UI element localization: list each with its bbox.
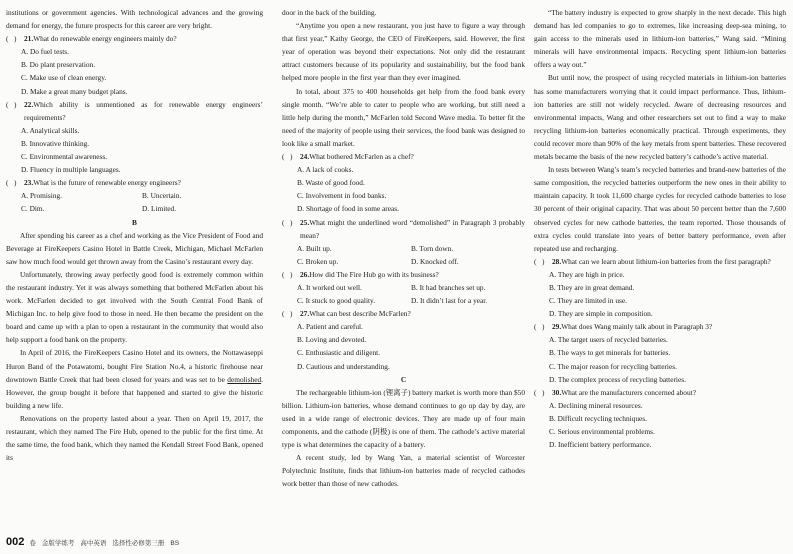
question-text: What are the manufacturers concerned about? bbox=[561, 387, 696, 397]
option-a: A. Built up. bbox=[297, 243, 332, 253]
option-b: B. The ways to get minerals for batteries. bbox=[549, 348, 671, 358]
option-d: D. Knocked off. bbox=[411, 256, 459, 266]
option-a: A. Promising. bbox=[21, 191, 63, 201]
footer-edition: BS bbox=[170, 540, 180, 547]
footer-book: 选择性必修第三册 bbox=[112, 540, 165, 547]
question-number: 27. bbox=[300, 309, 310, 319]
section-heading-b: B bbox=[132, 217, 137, 227]
question-number: 22. bbox=[24, 99, 34, 109]
question-number: 23. bbox=[24, 178, 34, 188]
question-24: ( ) 24.What bothered McFarlen as a chef? bbox=[282, 152, 414, 162]
option-b: B. It had branches set up. bbox=[411, 282, 486, 292]
option-c: C. They are limited in use. bbox=[549, 296, 627, 306]
passage-b-paragraph-1: After spending his career as a chef and working as the Vice President of Food and Beverage at FireKeepers Casino Hotel in Battle Creek, Michigan, Michael McFarlen saw how much food would get thrown away from the Casino’s restaurant every day. bbox=[6, 230, 263, 266]
options-row bbox=[282, 281, 525, 294]
column-2 bbox=[282, 6, 525, 490]
page-footer bbox=[6, 536, 185, 548]
options-row bbox=[282, 294, 525, 307]
page-number: 002 bbox=[6, 536, 25, 548]
question-23: ( ) 23.What is the future of renewable energy engineers? bbox=[6, 178, 181, 188]
underlined-word: demolished bbox=[227, 374, 262, 384]
option-d: D. Limited. bbox=[142, 204, 177, 214]
option-a: A. Declining mineral resources. bbox=[549, 400, 643, 410]
option-a: A. Analytical skills. bbox=[21, 125, 80, 135]
option-c: C. It stuck to good quality. bbox=[297, 296, 376, 306]
options-row bbox=[6, 202, 263, 215]
option-c: C. Enthusiastic and diligent. bbox=[297, 348, 381, 358]
option-c: C. Serious environmental problems. bbox=[549, 427, 655, 436]
question-29: ( ) 29.What does Wang mainly talk about in Paragraph 3? bbox=[534, 322, 713, 332]
passage-b-paragraph-5: “Anytime you open a new restaurant, you just have to figure a way through that first year,” Kathy George, the CEO of FireKeepers, said. However, the first year of operation was beyond their expectations. Not only did the restaurant attract customers because of its popularity and sustainability, but the food bank helped more people in the first year than they ever imagined. bbox=[282, 21, 525, 83]
passage-c-paragraph-2: A recent study, led by Wang Yan, a material scientist of Worcester Polytechnic Institute, finds that lithium-ion batteries made of recycled cathodes work better than those of new cathodes. bbox=[282, 453, 525, 489]
question-number: 26. bbox=[300, 269, 310, 279]
option-b: B. Do plant preservation. bbox=[21, 60, 96, 70]
option-b: B. Innovative thinking. bbox=[21, 138, 90, 148]
option-d: D. They are simple in composition. bbox=[549, 309, 653, 319]
paragraph-text: In April of 2016, the FireKeepers Casino Hotel and its owners, the Nottawaseppi Huron Band of the Potawatomi, bought Fire Station No.4, a historic firehouse near downtown Battle Creek that had been closed for years and was set to be bbox=[6, 348, 263, 384]
option-b: B. Torn down. bbox=[411, 243, 454, 253]
passage-b-paragraph-6: In total, about 375 to 400 households get help from the food bank every single month. “We’re able to cater to people who are working, but still need a little help during the month,” McFarlen told Second Wave media. To better fit the need of the majority of people using their services, the food bank was designed to look like a small market. bbox=[282, 86, 525, 148]
option-b: B. Difficult recycling techniques. bbox=[549, 413, 647, 423]
options-row bbox=[282, 242, 525, 255]
options-row bbox=[6, 189, 263, 202]
question-number: 24. bbox=[300, 152, 310, 162]
option-b: B. They are in great demand. bbox=[549, 282, 635, 292]
question-text: Which ability is unmentioned as for renewable energy engineers’ requirements? bbox=[24, 99, 263, 122]
option-c: C. The major reason for recycling batteries. bbox=[549, 361, 677, 371]
question-number: 30. bbox=[552, 387, 562, 397]
question-text: What bothered McFarlen as a chef? bbox=[309, 152, 414, 162]
option-c: C. Dim. bbox=[21, 204, 45, 214]
question-text: What is the future of renewable energy engineers? bbox=[33, 178, 181, 188]
column-3 bbox=[534, 6, 786, 451]
question-text: How did The Fire Hub go with its business? bbox=[309, 269, 439, 279]
option-d: D. It didn’t last for a year. bbox=[411, 296, 488, 306]
question-number: 29. bbox=[552, 322, 562, 332]
passage-b-paragraph-4: Renovations on the property lasted about a year. Then on April 19, 2017, the restaurant, which they named The Fire Hub, opened to the public for the first time. At the same time, the food bank, which they named the Kendall Street Food Bank, opened its bbox=[6, 413, 263, 463]
footer-label: 卷 bbox=[29, 540, 36, 547]
options-row bbox=[282, 255, 525, 268]
question-text: What do renewable energy engineers mainly do? bbox=[33, 34, 177, 44]
passage-c-paragraph-1: The rechargeable lithium-ion (锂离子) battery market is worth more than $50 billion. Lithium-ion batteries, whose demand continues to go up day by day, are used in a wide range of electronic devices. They are made up of four main components, and the cathode (阴极) is one of them. The cathode’s active material type is what determines the capacity of a battery. bbox=[282, 387, 525, 450]
option-c: C. Broken up. bbox=[297, 256, 339, 266]
question-text: What can we learn about lithium-ion batteries from the first paragraph? bbox=[561, 256, 771, 266]
option-c: C. Make use of clean energy. bbox=[21, 73, 107, 83]
option-b: B. Uncertain. bbox=[142, 191, 182, 201]
question-21: ( ) 21.What do renewable energy engineers mainly do? bbox=[6, 34, 177, 44]
question-text: What does Wang mainly talk about in Paragraph 3? bbox=[561, 322, 713, 332]
question-number: 28. bbox=[552, 256, 562, 266]
passage-c-paragraph-5: In tests between Wang’s team’s recycled batteries and brand-new batteries of the same composition, the recycled batteries outperform the new ones in their ability to maintain capacity. It took 11,600 charge cycles for recycled cathode batteries to lose 30 percent of their original capacity. That was about 50 percent better than the 7,600 observed cycles for new cathode batteries, the team reported. Those thousands of extra cycles could translate into years of better battery performance, even after repeated use and recharging. bbox=[534, 165, 786, 253]
option-d: D. Inefficient battery performance. bbox=[549, 440, 652, 450]
question-30: ( ) 30.What are the manufacturers concerned about? bbox=[534, 387, 696, 397]
question-number: 21. bbox=[24, 34, 34, 44]
option-d: D. Make a great many budget plans. bbox=[21, 86, 128, 96]
passage-b-paragraph-2: Unfortunately, throwing away perfectly good food is extremely common within the restaurant industry. Yet it was always something that bothered McFarlen about his work. McFarlen decided to get involved with the South Central Food Bank of Michigan Inc. to help give food to those in need. He then became the president on the board and came up with a plan to open a restaurant in the community that would also help support a food bank on the property. bbox=[6, 269, 263, 345]
question-27: ( ) 27.What can best describe McFarlen? bbox=[282, 309, 411, 319]
option-c: C. Environmental awareness. bbox=[21, 152, 108, 162]
passage-b-paragraph-3 bbox=[6, 346, 263, 411]
question-number: 25. bbox=[300, 217, 310, 227]
option-a: A. They are high in price. bbox=[549, 269, 625, 279]
footer-series: 金版学练考 bbox=[41, 540, 75, 547]
option-a: A. The target users of recycled batteries. bbox=[549, 335, 668, 345]
paragraph-text: . However, the group bought it before that happened and started to give the historic building a new life. bbox=[6, 374, 263, 410]
question-25: ( ) 25.What might the underlined word “demolished” in Paragraph 3 probably mean? bbox=[282, 217, 525, 240]
passage-c-paragraph-4: But until now, the prospect of using recycled materials in lithium-ion batteries has some manufacturers worrying that it could impact performance. Thus, lithium-ion batteries are still not widely recycled. Aware of decreasing resources and environmental impacts, Wang and other researchers set out to find a way to make recycling lithium-ion batteries economically practical. Through experiments, they could recover more than 90% of the key metals from spent batteries. These recovered metals became the basis of the new recycled battery’s cathode’s active material. bbox=[534, 73, 786, 162]
footer-subject: 高中英语 bbox=[80, 540, 107, 547]
option-c: C. Involvement in food banks. bbox=[297, 191, 387, 201]
section-heading-c: C bbox=[400, 374, 407, 384]
option-a: A. Patient and careful. bbox=[297, 322, 363, 332]
passage-b-paragraph-4-end: door in the back of the building. bbox=[282, 8, 377, 17]
option-d: D. Fluency in multiple languages. bbox=[21, 165, 121, 175]
question-26: ( ) 26.How did The Fire Hub go with its business? bbox=[282, 269, 439, 279]
option-a: A. It worked out well. bbox=[297, 282, 362, 292]
option-a: A. Do fuel tests. bbox=[21, 47, 69, 57]
option-a: A. A lack of cooks. bbox=[297, 165, 354, 175]
option-d: D. Shortage of food in some areas. bbox=[297, 204, 399, 214]
option-b: B. Waste of good food. bbox=[297, 178, 365, 188]
question-text: What can best describe McFarlen? bbox=[309, 309, 411, 319]
question-22: ( ) 22.Which ability is unmentioned as for renewable energy engineers’ requirements? bbox=[6, 99, 263, 122]
option-d: D. Cautious and understanding. bbox=[297, 361, 390, 371]
option-d: D. The complex process of recycling batteries. bbox=[549, 374, 686, 384]
option-b: B. Loving and devoted. bbox=[297, 335, 367, 345]
passage-a-ending: institutions or government agencies. With technological advances and the growing demand for energy, the future prospects for this career are very bright. bbox=[6, 8, 263, 31]
column-1 bbox=[6, 6, 263, 464]
question-28: ( ) 28.What can we learn about lithium-ion batteries from the first paragraph? bbox=[534, 256, 771, 266]
question-text: What might the underlined word “demolished” in Paragraph 3 probably mean? bbox=[300, 217, 525, 240]
passage-c-paragraph-3: “The battery industry is expected to grow sharply in the next decade. This high demand has led companies to go to extremes, like increasing deep-sea mining, to gain access to the minerals used in lithium-ion batteries,” Wang said. “Mining minerals will have environmental impacts. Recycling spent lithium-ion batteries offers a way out.” bbox=[534, 8, 786, 70]
